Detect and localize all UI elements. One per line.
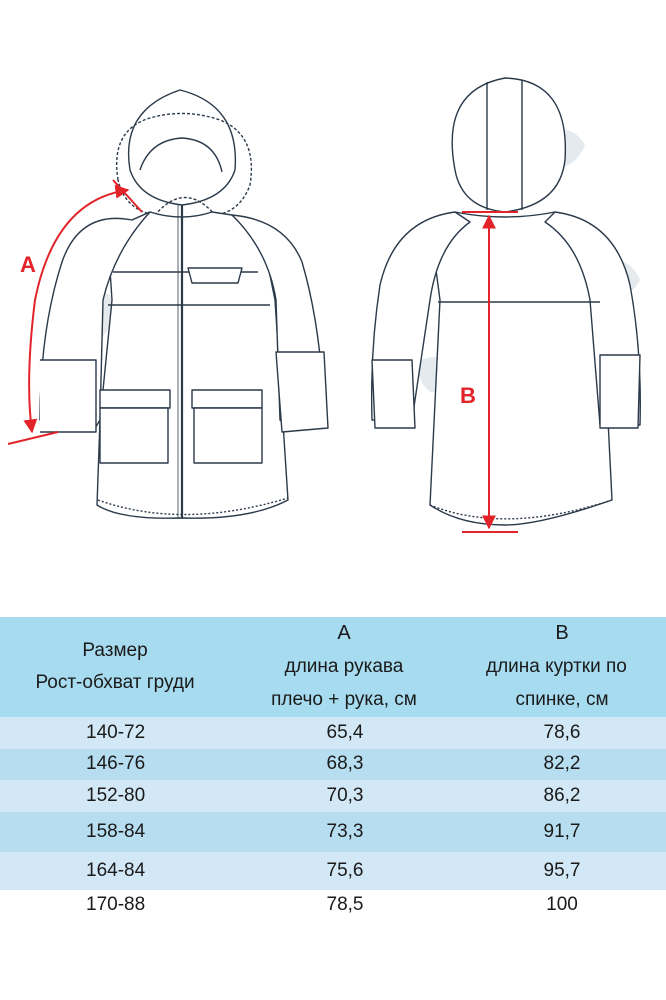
header-size-line2: Рост-обхват груди xyxy=(35,672,195,693)
header-size-line1: Размер xyxy=(82,640,148,661)
jacket-back-view xyxy=(372,78,641,525)
label-b: B xyxy=(460,383,476,408)
table-row xyxy=(0,852,666,890)
cell-a: 78,5 xyxy=(230,890,458,922)
cell-size: 152-80 xyxy=(0,780,230,812)
table-row xyxy=(0,812,666,852)
table-row xyxy=(0,749,666,781)
cell-b: 78,6 xyxy=(458,717,666,749)
header-b-letter: B xyxy=(555,622,569,644)
cell-a: 65,4 xyxy=(230,717,458,749)
cell-size: 158-84 xyxy=(0,812,230,852)
header-size xyxy=(0,617,230,717)
cell-size: 164-84 xyxy=(0,852,230,890)
header-b xyxy=(458,617,666,717)
cell-b: 100 xyxy=(458,890,666,922)
size-chart-table xyxy=(0,617,666,921)
header-a-line2: плечо + рука, см xyxy=(271,689,417,710)
cell-size: 140-72 xyxy=(0,717,230,749)
header-a xyxy=(230,617,458,717)
table-row xyxy=(0,717,666,749)
front-hood xyxy=(129,90,236,205)
header-b-line2: спинке, см xyxy=(515,689,609,710)
cell-a: 75,6 xyxy=(230,852,458,890)
table-row xyxy=(0,890,666,922)
cell-b: 95,7 xyxy=(458,852,666,890)
cell-b: 86,2 xyxy=(458,780,666,812)
table-row xyxy=(0,780,666,812)
back-hood xyxy=(452,78,565,212)
size-chart-header xyxy=(0,617,666,717)
cell-b: 82,2 xyxy=(458,749,666,781)
jacket-front-view xyxy=(40,90,328,518)
cell-size: 146-76 xyxy=(0,749,230,781)
front-body xyxy=(97,212,288,518)
cell-size: 170-88 xyxy=(0,890,230,922)
cell-a: 68,3 xyxy=(230,749,458,781)
header-a-line1: длина рукава xyxy=(284,656,404,677)
cell-a: 70,3 xyxy=(230,780,458,812)
header-a-letter: A xyxy=(337,622,351,644)
header-b-line1: длина куртки по xyxy=(486,656,627,677)
label-a: A xyxy=(20,252,36,277)
cell-b: 91,7 xyxy=(458,812,666,852)
cell-a: 73,3 xyxy=(230,812,458,852)
